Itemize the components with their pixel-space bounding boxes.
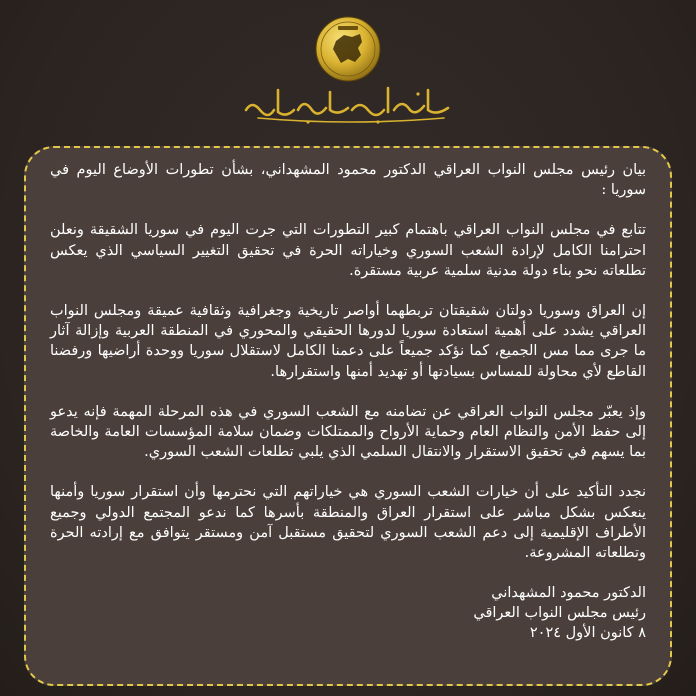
name-signature-logo <box>238 80 458 128</box>
statement-body <box>50 160 646 643</box>
statement-paragraph-4: نجدد التأكيد على أن خيارات الشعب السوري هي خياراتهم التي نحترمها وأن استقرار سوريا وأمنها ينعكس بشكل مباشر على استقرار العراق والمنطقة بأسرها كما ندعو المجتمع الدولي وجميع الأطراف الإقليمية إلى دعم الشعب السوري لتحقيق مستقبل آمن ومستقر يتوافق مع إرادته الحرة وتطلعاته المشروعة. <box>50 484 646 562</box>
statement-paragraph-2: إن العراق وسوريا دولتان شقيقتان تربطهما أواصر تاريخية وجغرافية وثقافية عميقة ومجلس النواب العراقي يشدد على أهمية استعادة سوريا لدورها الحقيقي والمحوري في المنطقة العربية وإزالة آثار ما جرى مما مس الجميع، كما نؤكد جميعاً على دعمنا الكامل لاستقلال سوريا ووحدة أراضيها ورفضنا القاطع لأي محاولة للمساس بسيادتها أو تهديد أمنها واستقرارها. <box>50 303 646 380</box>
statement-intro: بيان رئيس مجلس النواب العراقي الدكتور محمود المشهداني، بشأن تطورات الأوضاع اليوم في سوريا : <box>50 162 646 199</box>
signature-block <box>50 583 646 643</box>
statement-paragraph-1: تتابع في مجلس النواب العراقي باهتمام كبير التطورات التي جرت اليوم في سوريا الشقيقة ونعلن احترامنا الكامل لإرادة الشعب السوري وخياراته الحرة في تحقيق التغيير السياسي الذي يعكس تطلعاته نحو بناء دولة مدنية سلمية عربية مستقرة. <box>50 222 646 279</box>
signatory-title: رئيس مجلس النواب العراقي <box>473 605 646 622</box>
statement-date: ٨ كانون الأول ٢٠٢٤ <box>529 625 646 642</box>
signatory-name: الدكتور محمود المشهداني <box>491 585 646 602</box>
parliament-emblem-logo <box>314 15 382 83</box>
statement-paragraph-3: وإذ يعبّر مجلس النواب العراقي عن تضامنه مع الشعب السوري في هذه المرحلة المهمة فإنه يدعو إلى حفظ الأمن والنظام العام وحماية الأرواح والممتلكات وضمان سلامة المؤسسات العامة والخاصة بما يسهم في تحقيق الاستقرار والانتقال السلمي الذي يلبي تطلعات الشعب السوري. <box>50 403 646 461</box>
